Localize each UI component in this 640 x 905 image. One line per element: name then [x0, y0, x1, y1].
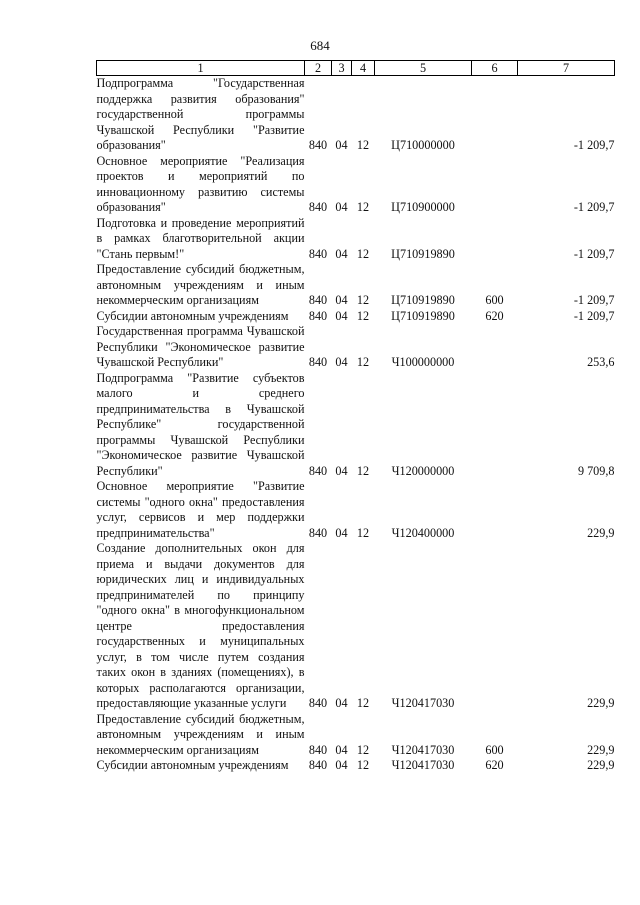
row-section: 04 [335, 200, 348, 214]
row-amount: 253,6 [587, 355, 615, 369]
row-expense-type [472, 216, 518, 263]
row-expense-type [472, 371, 518, 480]
table-row [97, 309, 615, 325]
row-amount: 229,9 [587, 696, 615, 710]
table-row [97, 712, 615, 759]
table-row [97, 758, 615, 774]
row-target-article: Ц710900000 [391, 200, 455, 214]
table-row [97, 154, 615, 216]
row-amount: 229,9 [587, 742, 615, 757]
row-admin-code: 840 [308, 246, 328, 261]
row-expense-type [472, 479, 518, 541]
page-number: 684 [310, 38, 330, 53]
row-name: Подготовка и проведение мероприятий в рамках благотворительной акции "Стань первым!" [96, 215, 305, 261]
row-subsection: 12 [356, 308, 370, 323]
row-amount: -1 209,7 [573, 200, 615, 214]
row-section: 04 [335, 696, 348, 710]
row-name: Субсидии автономным учреждениям [96, 308, 289, 323]
row-name: Предоставление субсидий бюджетным, автономным учреждениям и иным некоммерческим организациям [96, 262, 305, 307]
row-section: 04 [335, 742, 348, 757]
row-target-article: Ч120000000 [391, 463, 455, 478]
budget-table [96, 60, 615, 774]
table-row [97, 479, 615, 541]
row-amount: 229,9 [587, 525, 615, 540]
row-target-article: Ц710919890 [391, 308, 455, 323]
table-row [97, 216, 615, 263]
row-expense-type: 620 [485, 308, 504, 323]
row-section: 04 [335, 138, 348, 152]
row-subsection: 12 [356, 355, 370, 369]
table-body [97, 76, 615, 774]
row-admin-code: 840 [308, 742, 328, 757]
table-row [97, 371, 615, 480]
row-admin-code: 840 [308, 200, 328, 214]
column-header: 1 [97, 61, 305, 76]
row-name: Подпрограмма "Государственная поддержка развития образования" государственной программы Чувашской Республики "Развитие образования" [96, 76, 305, 152]
row-expense-type: 620 [485, 758, 504, 772]
row-name: Подпрограмма "Развитие субъектов малого и среднего предпринимательства в Чувашской Республике" государственной программы Чувашской Республики "Экономическое развитие Чувашской Республики" [96, 370, 305, 478]
row-amount: 9 709,8 [577, 463, 615, 478]
row-target-article: Ц710919890 [391, 246, 455, 261]
row-target-article: Ч120417030 [391, 758, 455, 772]
row-section: 04 [335, 525, 348, 540]
row-admin-code: 840 [308, 696, 328, 710]
row-name: Основное мероприятие "Реализация проектов и мероприятий по инновационному развитию системы образования" [96, 153, 305, 214]
table-header [97, 61, 615, 76]
row-amount: -1 209,7 [573, 308, 615, 323]
row-subsection: 12 [356, 758, 370, 772]
row-expense-type: 600 [485, 742, 504, 757]
row-admin-code: 840 [308, 308, 328, 323]
row-expense-type [472, 154, 518, 216]
table-row [97, 541, 615, 712]
row-expense-type [472, 541, 518, 712]
row-name: Государственная программа Чувашской Республики "Экономическое развитие Чувашской Республики" [96, 324, 305, 369]
row-subsection: 12 [356, 246, 370, 261]
row-section: 04 [335, 308, 348, 323]
row-target-article: Ч120417030 [391, 696, 455, 710]
row-expense-type [472, 324, 518, 371]
row-section: 04 [335, 463, 348, 478]
row-section: 04 [335, 355, 348, 369]
row-section: 04 [335, 758, 348, 772]
row-subsection: 12 [356, 293, 370, 307]
table-row [97, 76, 615, 154]
row-target-article: Ч120417030 [391, 742, 455, 757]
row-expense-type [472, 76, 518, 154]
row-admin-code: 840 [308, 525, 328, 540]
row-subsection: 12 [356, 525, 370, 540]
table-row [97, 262, 615, 309]
column-header: 2 [305, 61, 332, 76]
column-header: 7 [518, 61, 615, 76]
row-name: Создание дополнительных окон для приема и выдачи документов для юридических лиц и индивидуальных предпринимателей по принципу "одного окна" в многофункциональном центре предоставления государственных и муниципальных услуг, в том числе путем создания таких окон в зданиях (помещениях), в которых располагаются организации, предоставляющие указанные услуги [96, 541, 305, 710]
column-header: 6 [472, 61, 518, 76]
row-name: Основное мероприятие "Развитие системы "одного окна" предоставления услуг, сервисов и мер поддержки предпринимательства" [96, 479, 305, 540]
column-header: 5 [375, 61, 472, 76]
row-subsection: 12 [356, 742, 370, 757]
row-amount: -1 209,7 [573, 246, 615, 261]
row-target-article: Ц710000000 [391, 138, 455, 152]
row-admin-code: 840 [308, 138, 328, 152]
row-admin-code: 840 [308, 355, 328, 369]
row-admin-code: 840 [308, 758, 328, 772]
row-subsection: 12 [356, 463, 370, 478]
row-admin-code: 840 [308, 293, 328, 307]
row-name: Предоставление субсидий бюджетным, автономным учреждениям и иным некоммерческим организациям [96, 711, 305, 757]
row-amount: -1 209,7 [573, 293, 615, 307]
row-amount: 229,9 [587, 758, 615, 772]
row-admin-code: 840 [308, 463, 328, 478]
row-subsection: 12 [356, 138, 370, 152]
row-amount: -1 209,7 [573, 138, 615, 152]
row-subsection: 12 [356, 696, 370, 710]
table-row [97, 324, 615, 371]
row-name: Субсидии автономным учреждениям [96, 758, 289, 772]
row-subsection: 12 [356, 200, 370, 214]
column-header: 3 [332, 61, 352, 76]
row-target-article: Ц710919890 [391, 293, 455, 307]
row-target-article: Ч120400000 [391, 525, 455, 540]
row-target-article: Ч100000000 [391, 355, 455, 369]
row-section: 04 [335, 246, 348, 261]
row-expense-type: 600 [485, 293, 504, 307]
column-header: 4 [352, 61, 375, 76]
row-section: 04 [335, 293, 348, 307]
